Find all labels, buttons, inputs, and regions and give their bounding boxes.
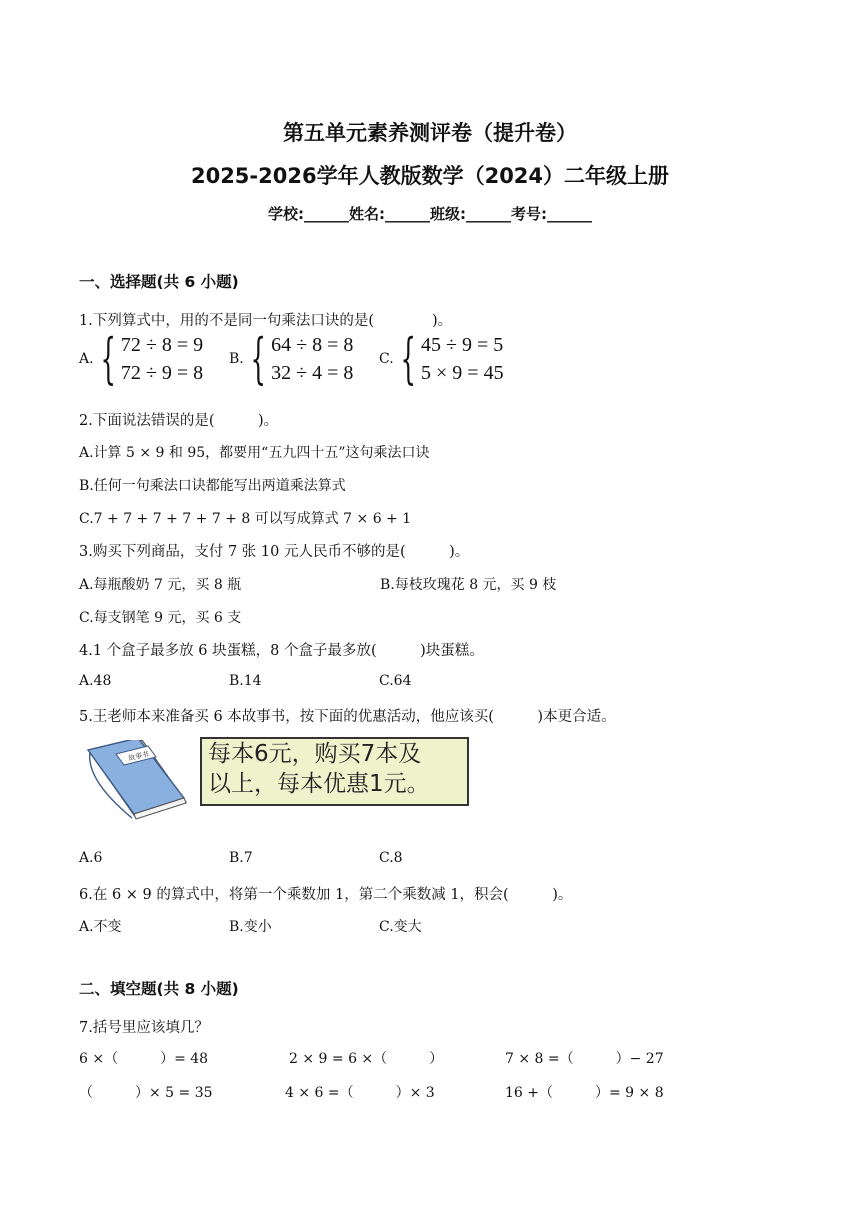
q5-option-c: C.8 [379, 850, 403, 866]
q1-option-c [379, 327, 504, 390]
q7-blank-1: 6 ×（ ）= 48 [79, 1051, 209, 1067]
equation: 45 ÷ 9 = 5 [421, 334, 504, 356]
q5-option-b: B.7 [229, 850, 253, 866]
brace-icon: { [100, 327, 116, 390]
question-1: 1.下列算式中，用的不是同一句乘法口诀的是( )。 [79, 313, 453, 329]
option-label: B. [229, 351, 244, 367]
question-6: 6.在 6 × 9 的算式中，将第一个乘数加 1，第二个乘数减 1，积会( )。 [79, 887, 573, 903]
question-4: 4.1 个盒子最多放 6 块蛋糕，8 个盒子最多放( )块蛋糕。 [79, 643, 484, 659]
student-info-line: 学校:______姓名:______班级:______考号:______ [268, 205, 592, 223]
q7-blank-4: （ ）× 5 = 35 [79, 1085, 213, 1101]
brace-icon: { [400, 327, 416, 390]
equation: 32 ÷ 4 = 8 [271, 362, 354, 384]
q5-option-a: A.6 [79, 850, 103, 866]
q2-option-a: A.计算 5 × 9 和 95，都要用“五九四十五”这句乘法口诀 [79, 445, 430, 461]
q3-option-c: C.每支钢笔 9 元，买 6 支 [79, 610, 242, 626]
q7-blank-2: 2 × 9 = 6 ×（ ） [289, 1051, 444, 1067]
q6-option-b: B.变小 [229, 919, 272, 935]
question-5: 5.王老师本来准备买 6 本故事书，按下面的优惠活动，他应该买( )本更合适。 [79, 709, 616, 725]
exam-subtitle: 2025-2026学年人教版数学（2024）二年级上册 [190, 164, 670, 188]
q4-option-c: C.64 [379, 673, 412, 689]
q7-blank-5: 4 × 6 =（ ）× 3 [285, 1085, 435, 1101]
promo-line-2: 以上，每本优惠1元。 [208, 771, 430, 797]
question-2: 2.下面说法错误的是( )。 [79, 413, 279, 429]
q6-option-c: C.变大 [379, 919, 422, 935]
q6-option-a: A.不变 [79, 919, 122, 935]
q1-option-b [229, 327, 354, 390]
q2-option-c: C.7 + 7 + 7 + 7 + 7 + 8 可以写成算式 7 × 6 + 1 [79, 511, 412, 527]
section-title-fill: 二、填空题(共 8 小题) [79, 980, 239, 998]
option-label: A. [79, 351, 94, 367]
equation: 72 ÷ 9 = 8 [120, 362, 204, 384]
q2-option-b: B.任何一句乘法口诀都能写出两道乘法算式 [79, 478, 346, 494]
equation: 72 ÷ 8 = 9 [120, 334, 204, 356]
question-7: 7.括号里应该填几？ [79, 1020, 209, 1036]
equation: 5 × 9 = 45 [421, 362, 504, 384]
q7-blank-6: 16 +（ ）= 9 × 8 [505, 1085, 664, 1101]
promo-line-1: 每本6元，购买7本及 [208, 741, 422, 767]
book-label: 故事书 [127, 749, 150, 763]
q1-option-a [79, 327, 204, 390]
question-3: 3.购买下列商品，支付 7 张 10 元人民币不够的是( )。 [79, 544, 470, 560]
q3-option-a: A.每瓶酸奶 7 元，买 8 瓶 [79, 577, 242, 593]
brace-icon: { [250, 327, 266, 390]
section-title-choice: 一、选择题(共 6 小题) [79, 273, 239, 291]
equation: 64 ÷ 8 = 8 [271, 334, 354, 356]
book-illustration [86, 740, 191, 820]
promotion-box [200, 737, 469, 806]
q3-option-b: B.每枝玫瑰花 8 元，买 9 枝 [380, 577, 557, 593]
option-label: C. [379, 351, 394, 367]
q4-option-b: B.14 [229, 673, 262, 689]
q7-blank-3: 7 × 8 =（ ）− 27 [505, 1051, 664, 1067]
q4-option-a: A.48 [79, 673, 112, 689]
exam-title: 第五单元素养测评卷（提升卷） [283, 121, 577, 145]
